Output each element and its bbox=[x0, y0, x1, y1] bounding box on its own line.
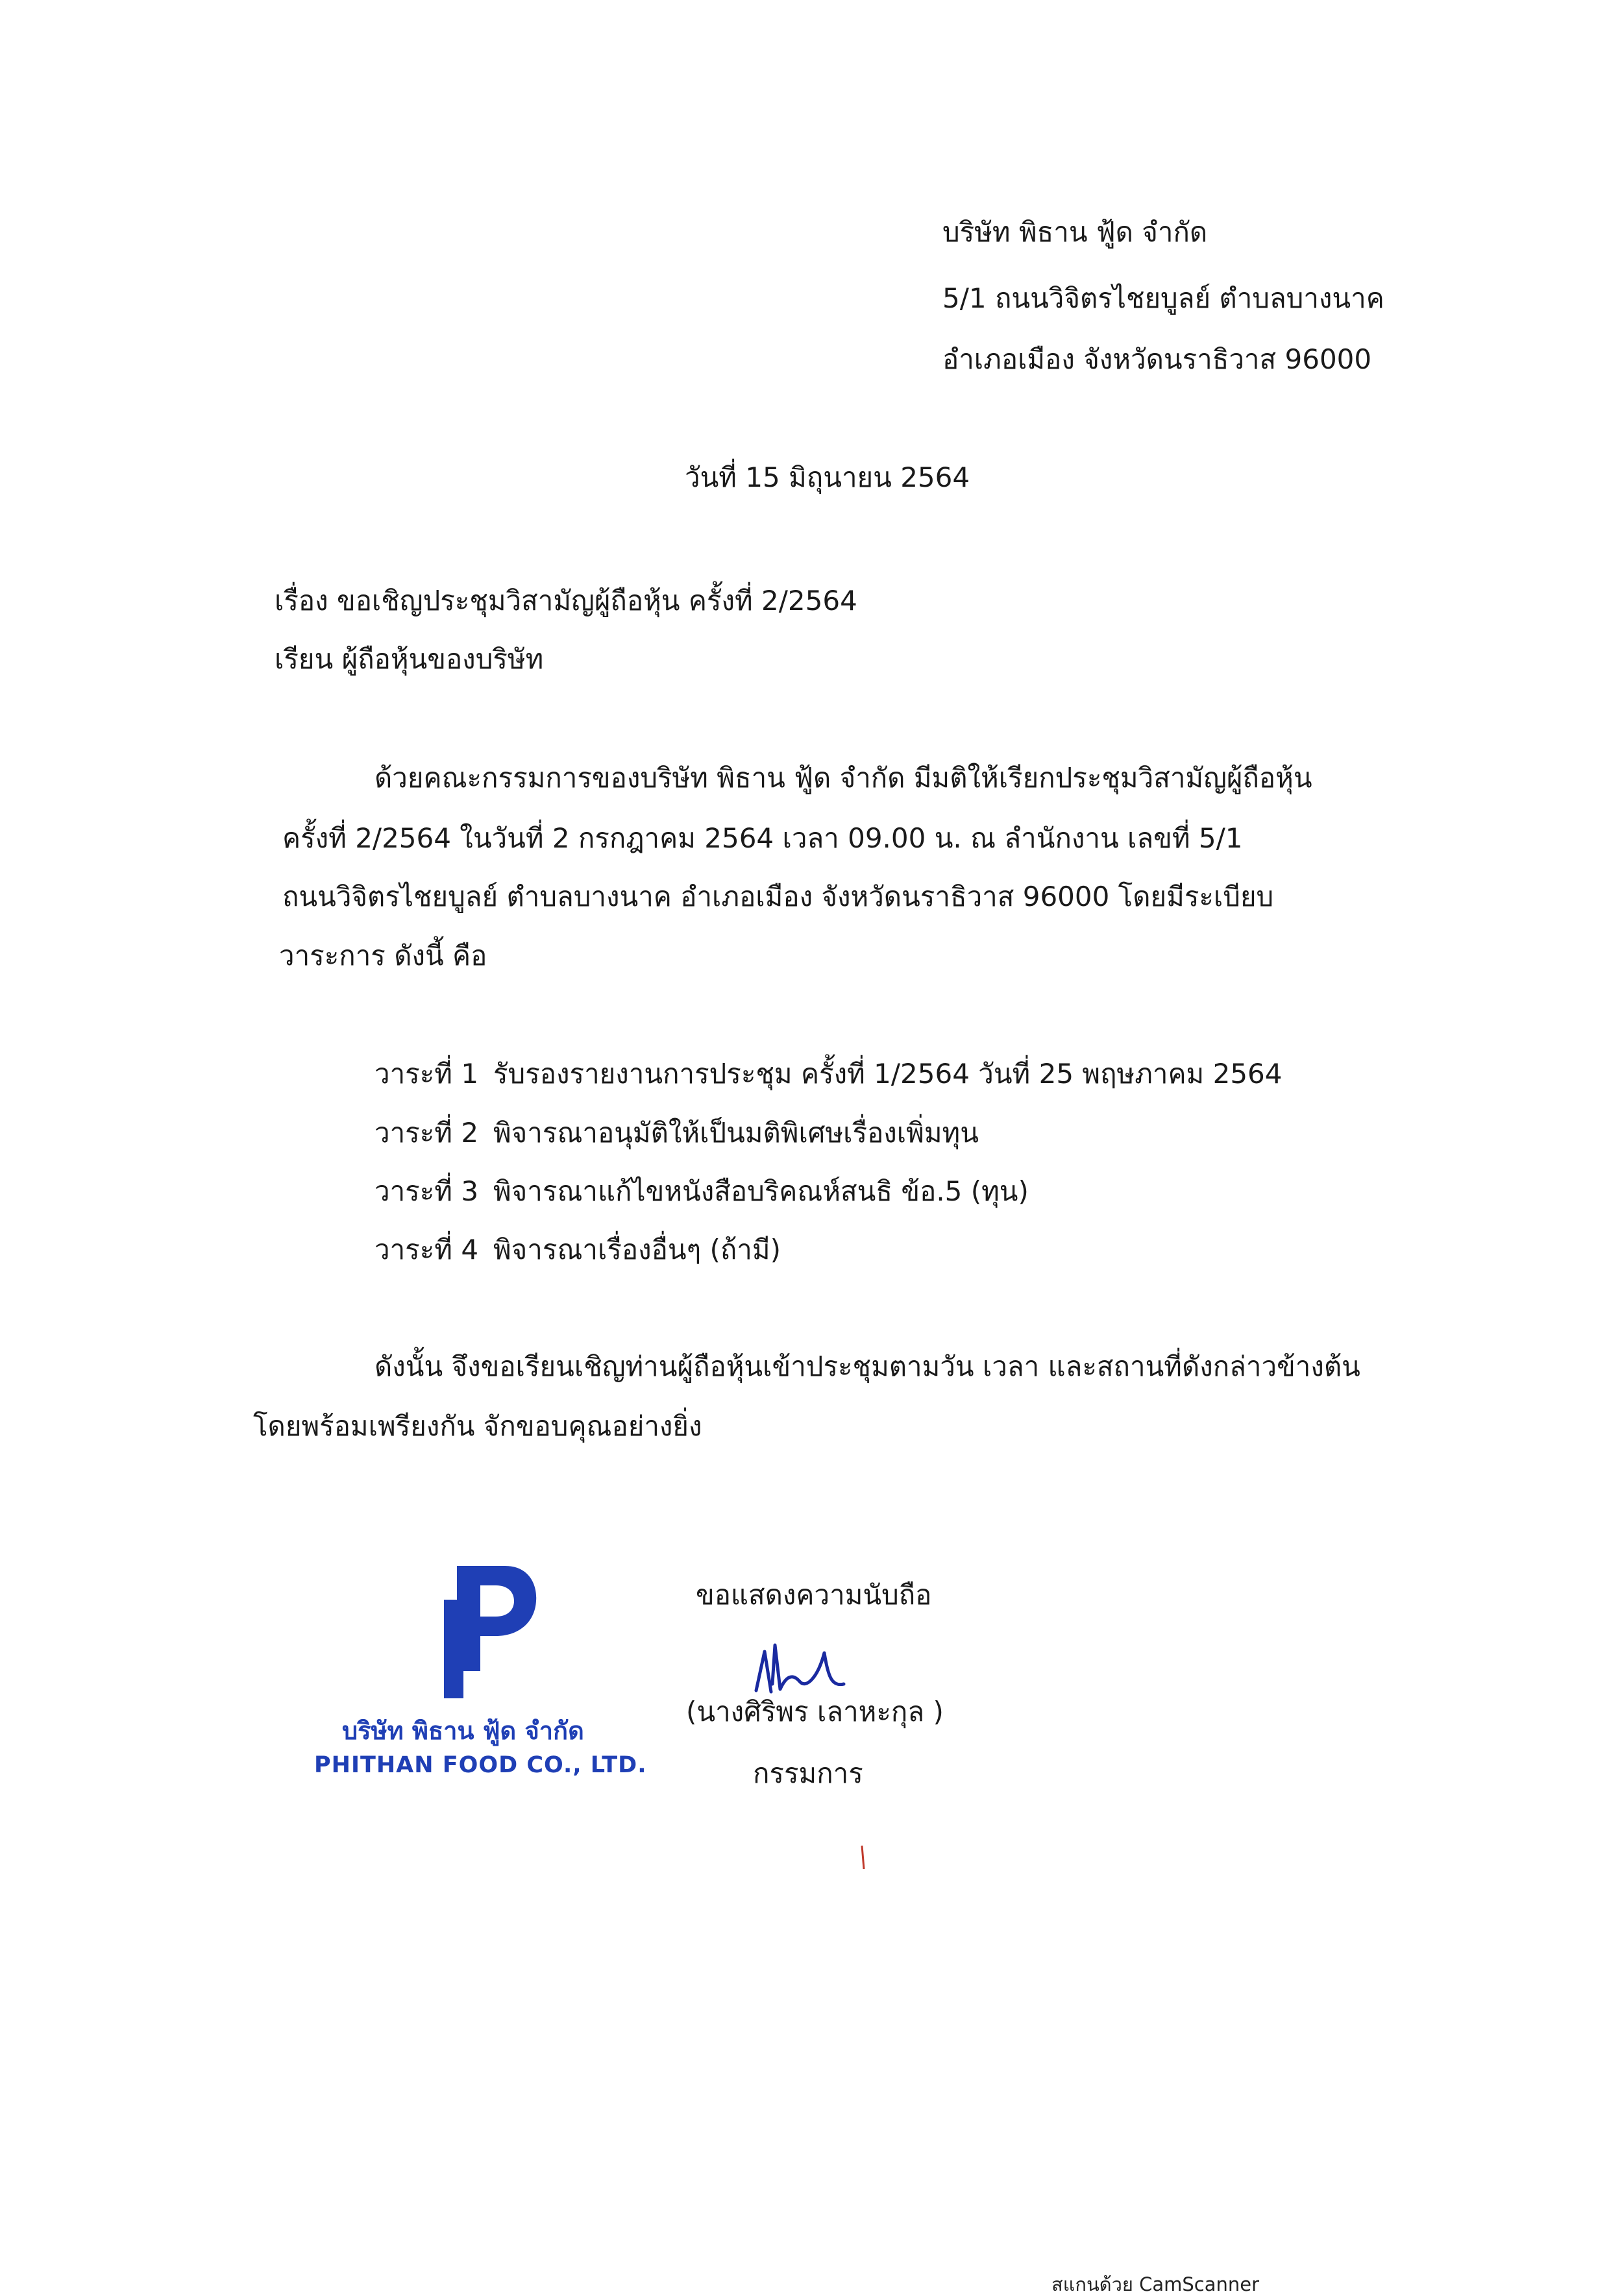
agenda-item-4-label: วาระที่ 4 bbox=[375, 1234, 479, 1265]
body-line-3: ถนนวิจิตรไชยบูลย์ ตำบลบางนาค อำเภอเมือง จังหวัดนราธิวาส 96000 โดยมีระเบียบ bbox=[282, 881, 1274, 912]
letter-date: วันที่ 15 มิถุนายน 2564 bbox=[685, 461, 970, 493]
body-line-1: ด้วยคณะกรรมการของบริษัท พิธาน ฟู้ด จำกัด มีมติให้เรียกประชุมวิสามัญผู้ถือหุ้น bbox=[375, 762, 1312, 794]
sender-address-line2: อำเภอเมือง จังหวัดนราธิวาส 96000 bbox=[942, 343, 1372, 375]
agenda-item-1-label: วาระที่ 1 bbox=[375, 1058, 479, 1090]
signer-name: (นางศิริพร เลาหะกุล ) bbox=[686, 1696, 944, 1728]
agenda-item-2-text: พิจารณาอนุมัติให้เป็นมติพิเศษเรื่องเพิ่มทุน bbox=[493, 1117, 979, 1149]
sender-company: บริษัท พิธาน ฟู้ด จำกัด bbox=[942, 216, 1208, 248]
sender-address-line1: 5/1 ถนนวิจิตรไชยบูลย์ ตำบลบางนาค bbox=[942, 282, 1384, 314]
closing-line-1: ดังนั้น จึงขอเรียนเชิญท่านผู้ถือหุ้นเข้าประชุมตามวัน เวลา และสถานที่ดังกล่าวข้างต้น bbox=[375, 1350, 1360, 1382]
company-logo-icon bbox=[439, 1561, 539, 1700]
agenda-item-1-text: รับรองรายงานการประชุม ครั้งที่ 1/2564 วันที่ 25 พฤษภาคม 2564 bbox=[493, 1058, 1283, 1090]
body-line-2: ครั้งที่ 2/2564 ในวันที่ 2 กรกฎาคม 2564 เวลา 09.00 น. ณ ลำนักงาน เลขที่ 5/1 bbox=[282, 822, 1243, 854]
closing-line-2: โดยพร้อมเพรียงกัน จักขอบคุณอย่างยิ่ง bbox=[253, 1410, 702, 1442]
letter-recipient: เรียน ผู้ถือหุ้นของบริษัท bbox=[275, 643, 544, 675]
agenda-item-3-text: พิจารณาแก้ไขหนังสือบริคณห์สนธิ ข้อ.5 (ทุน) bbox=[493, 1175, 1029, 1207]
agenda-item-3-label: วาระที่ 3 bbox=[375, 1175, 479, 1207]
signoff-greeting: ขอแสดงความนับถือ bbox=[696, 1579, 932, 1611]
scanner-footer: สแกนด้วย CamScanner bbox=[1051, 2273, 1260, 2295]
agenda-item-2-label: วาระที่ 2 bbox=[375, 1117, 479, 1149]
body-line-4: วาระการ ดังนี้ คือ bbox=[279, 940, 487, 971]
agenda-item-4-text: พิจารณาเรื่องอื่นๆ (ถ้ามี) bbox=[493, 1234, 781, 1265]
logo-name-thai: บริษัท พิธาน ฟู้ด จำกัด bbox=[342, 1716, 584, 1745]
signer-position: กรรมการ bbox=[753, 1757, 863, 1789]
stray-mark-icon bbox=[860, 1844, 866, 1870]
letter-subject: เรื่อง ขอเชิญประชุมวิสามัญผู้ถือหุ้น ครั้งที่ 2/2564 bbox=[275, 585, 857, 617]
logo-name-english: PHITHAN FOOD CO., LTD. bbox=[314, 1752, 647, 1778]
